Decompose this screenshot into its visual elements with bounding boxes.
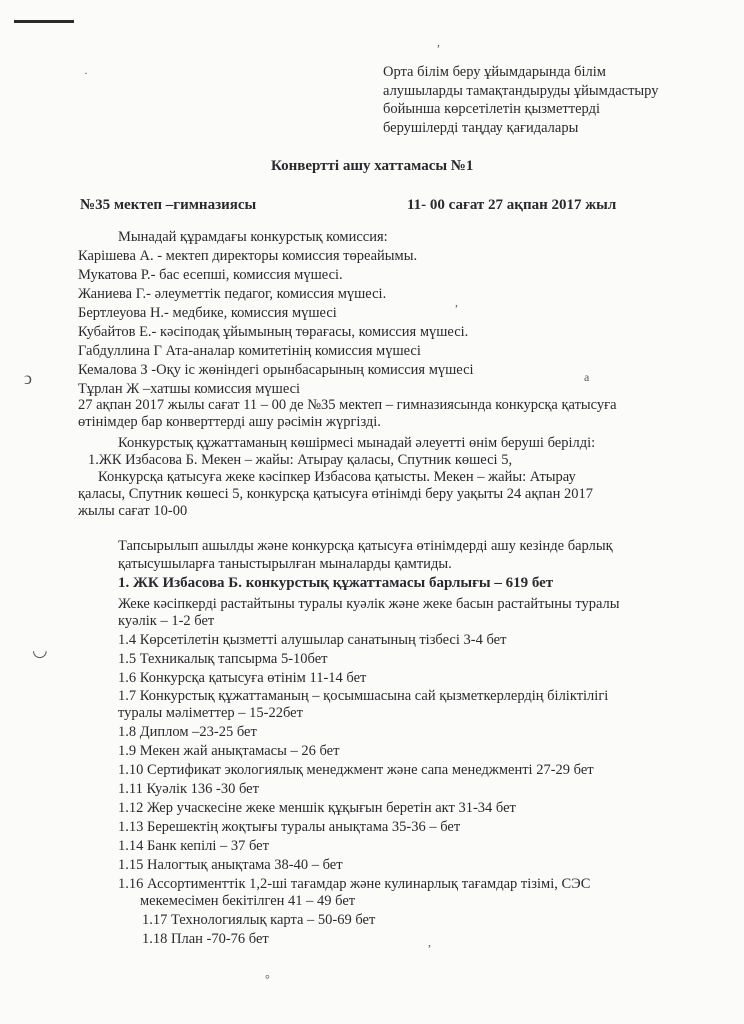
commission-member: Кемалова З -Оқу іс жөніндегі орынбасарының комиссия мүшесі [78, 362, 474, 378]
document-item: 1.15 Налогтық анықтама 38-40 – бет [118, 857, 343, 873]
commission-member: Габдуллина Г Ата-аналар комитетінің комиссия мүшесі [78, 343, 421, 359]
document-item: мекемесімен бекітілген 41 – 49 бет [140, 893, 356, 909]
header-reference [383, 63, 701, 137]
school-name: №35 мектеп –гимназиясы [80, 197, 257, 213]
scan-speck: , [437, 35, 440, 49]
commission-member: Жаниева Г.- әлеуметтік педагог, комиссия мүшесі. [78, 286, 387, 302]
header-line: Орта білім беру ұйымдарында білім [383, 64, 606, 80]
header-line: берушілерді таңдау қағидалары [383, 119, 579, 136]
commission-member: Карішева А. - мектеп директоры комиссия төреайымы. [78, 248, 418, 264]
document-item: 1.18 План -70-76 бет [142, 931, 269, 947]
document-item: 1.16 Ассортименттік 1,2-ші тағамдар және кулинарлық тағамдар тізімі, СЭС [118, 876, 591, 892]
scan-speck: a [584, 370, 590, 384]
document-item: 1.4 Көрсетілетін қызметті алушылар санатының тізбесі 3-4 бет [118, 632, 507, 648]
document-item: туралы мәліметтер – 15-22бет [118, 705, 303, 721]
commission-member: Кубайтов Е.- кәсіподақ ұйымының төрағасы, комиссия мүшесі. [78, 324, 469, 340]
paragraph-line: Конкурстық құжаттаманың көшірмесі мынадай әлеуетті өнім беруші берілді: [118, 435, 596, 451]
scan-speck: ◡ [32, 640, 48, 660]
documents-heading: 1. ЖК Избасова Б. конкурстық құжаттамасы барлығы – 619 бет [118, 575, 554, 591]
scan-speck: ° [265, 972, 270, 986]
document-item: 1.17 Технологиялық карта – 50-69 бет [142, 912, 376, 928]
paragraph-line: жылы сағат 10-00 [78, 503, 188, 519]
document-item: 1.11 Куәлік 136 -30 бет [118, 781, 259, 797]
paragraph-line: 27 ақпан 2017 жылы сағат 11 – 00 де №35 мектеп – гимназиясында конкурсқа қатысуға [78, 397, 617, 413]
document-item: 1.12 Жер учаскесіне жеке меншік құқығын беретін акт 31-34 бет [118, 800, 516, 816]
commission-member: Мукатова Р.- бас есепші, комиссия мүшесі. [78, 267, 343, 283]
paragraph-line: Конкурсқа қатысуға жеке кәсіпкер Избасова қатысты. Мекен – жайы: Атырау [98, 469, 576, 485]
paragraph-line: қатысушыларға таныстырылған мыналарды қамтиды. [118, 556, 452, 572]
document-item: 1.13 Берешектің жоқтығы туралы анықтама 35-36 – бет [118, 819, 461, 835]
document-item: 1.10 Сертификат экологиялық менеджмент және сапа менеджменті 27-29 бет [118, 762, 594, 778]
scan-speck: , [455, 295, 458, 309]
header-line: алушыларды тамақтандыруды ұйымдастыру [383, 82, 659, 99]
document-item: 1.14 Банк кепілі – 37 бет [118, 838, 269, 854]
paragraph-line: қаласы, Спутник көшесі 5, конкурсқа қатысуға өтінімді беру уақыты 24 ақпан 2017 [78, 486, 593, 502]
commission-member: Тұрлан Ж –хатшы комиссия мүшесі [78, 381, 301, 397]
commission-intro: Мынадай құрамдағы конкурстық комиссия: [118, 229, 388, 245]
header-line: бойынша көрсетілетін қызметтерді [383, 101, 600, 117]
scan-mark-top-left [14, 20, 74, 23]
document-item: куәлік – 1-2 бет [118, 613, 215, 629]
scan-speck: · [84, 66, 88, 80]
document-item: Жеке кәсіпкерді растайтыны туралы куәлік және жеке басын растайтыны туралы [118, 596, 620, 612]
scan-speck: , [428, 935, 431, 949]
paragraph-line: 1.ЖК Избасова Б. Мекен – жайы: Атырау қаласы, Спутник көшесі 5, [88, 452, 513, 468]
document-item: 1.7 Конкурстық құжаттаманың – қосымшасына сай қызметкерлердің біліктілігі [118, 688, 609, 704]
paragraph-line: өтінімдер бар конверттерді ашу рәсімін жүргізді. [78, 414, 381, 430]
document-item: 1.8 Диплом –23-25 бет [118, 724, 257, 740]
meeting-datetime: 11- 00 сағат 27 ақпан 2017 жыл [407, 197, 617, 213]
document-item: 1.6 Конкурсқа қатысуға өтінім 11-14 бет [118, 670, 367, 686]
document-item: 1.5 Техникалық тапсырма 5-10бет [118, 651, 328, 667]
scan-speck: ↄ [24, 368, 32, 388]
document-item: 1.9 Мекен жай анықтамасы – 26 бет [118, 743, 340, 759]
paragraph-line: Тапсырылып ашылды және конкурсқа қатысуға өтінімдерді ашу кезінде барлық [118, 538, 613, 554]
commission-member: Бертлеуова Н.- медбике, комиссия мүшесі [78, 305, 337, 321]
document-title: Конвертті ашу хаттамасы №1 [271, 158, 474, 174]
